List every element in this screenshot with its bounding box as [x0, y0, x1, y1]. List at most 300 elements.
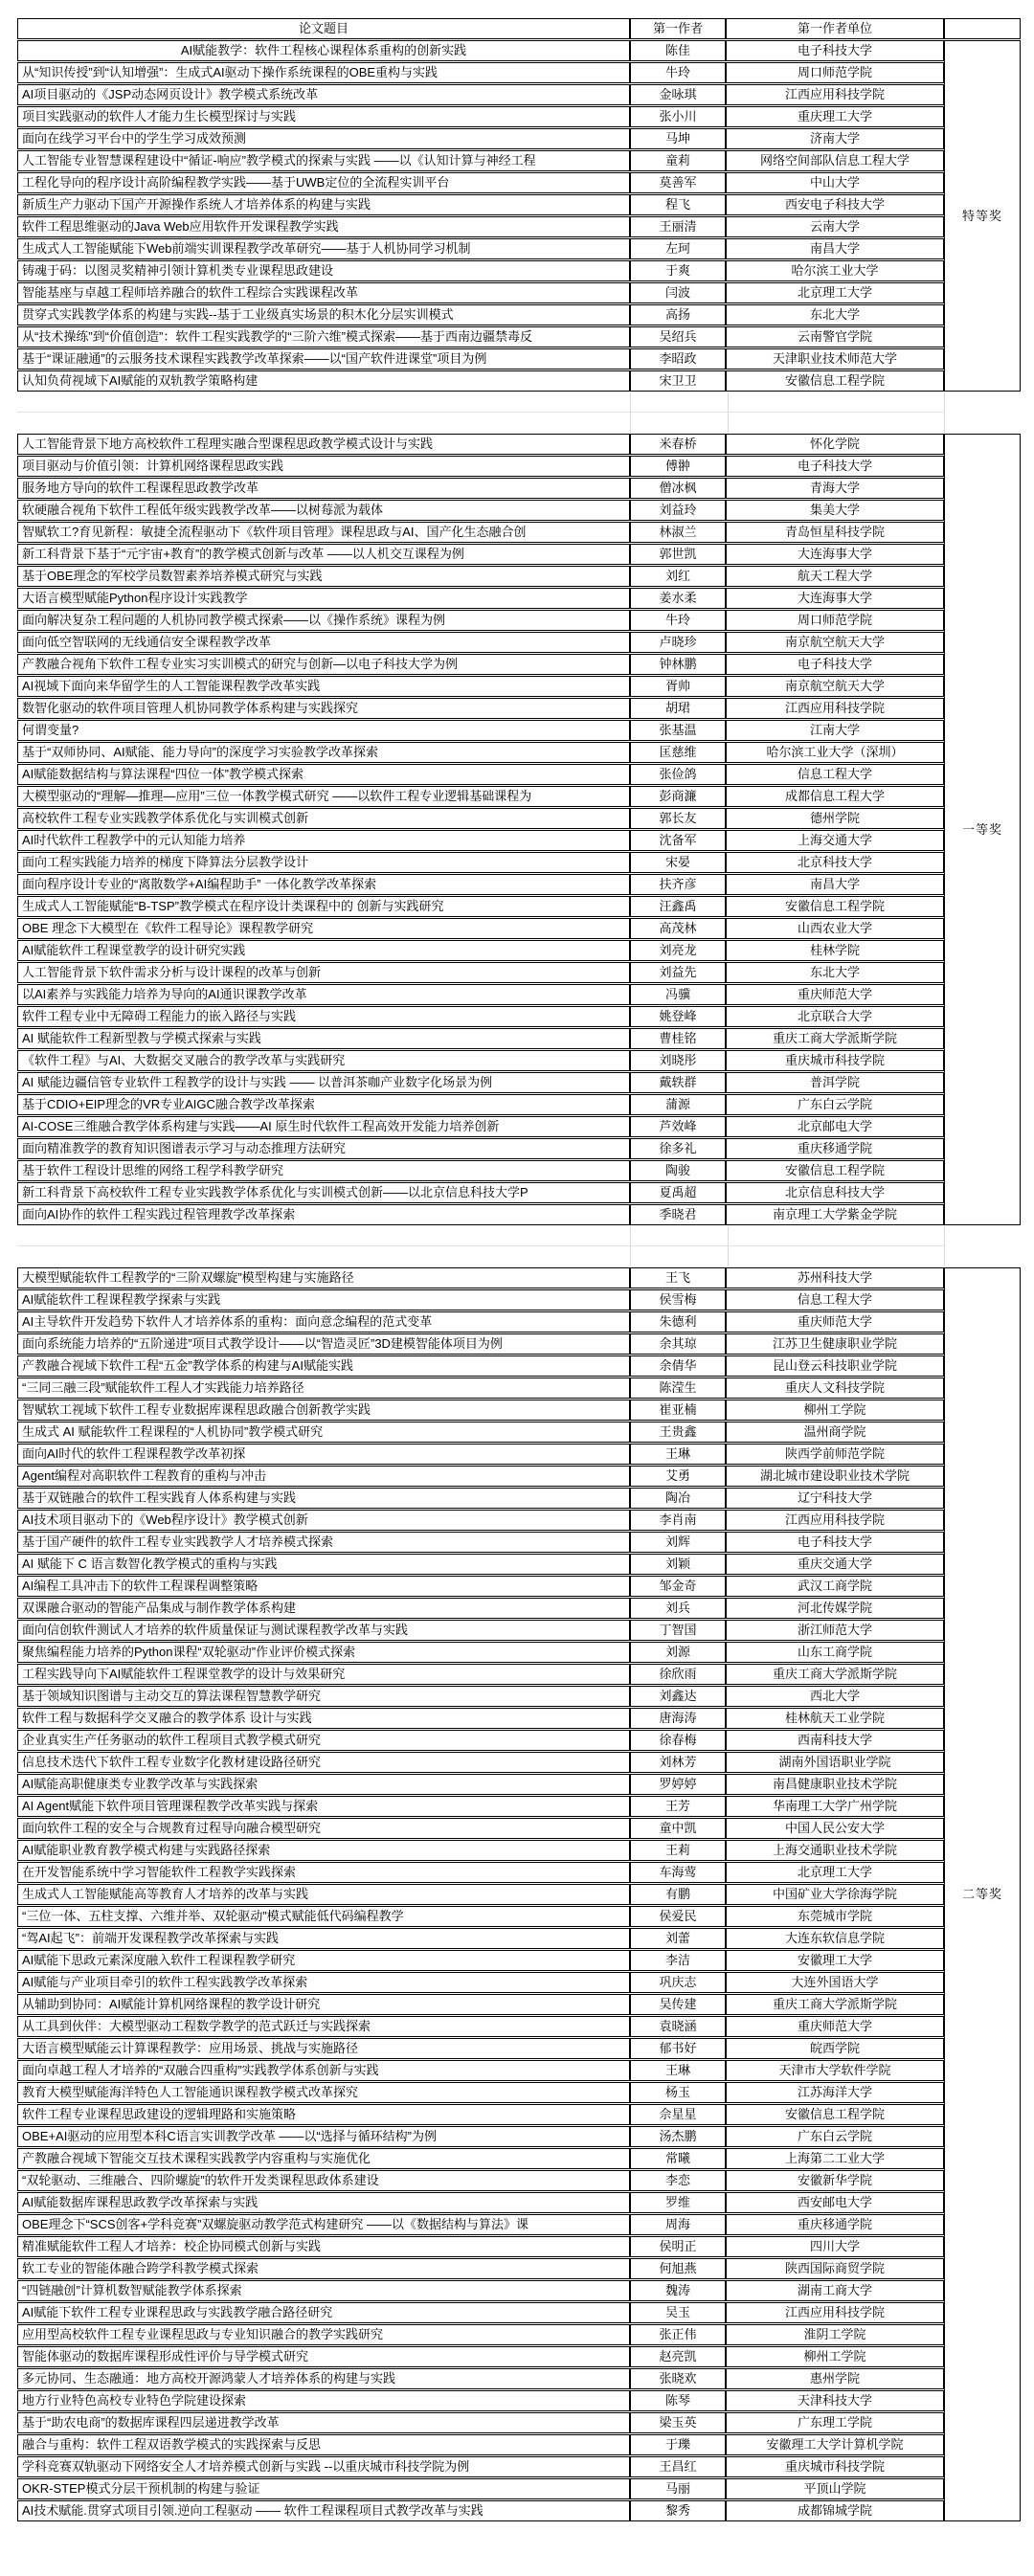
paper-title-cell: 工程实践导向下AI赋能软件工程课堂教学的设计与效果研究 — [17, 1664, 630, 1685]
paper-title-cell: 基于“双师协同、AI赋能、能力导向”的深度学习实验教学改革探索 — [17, 742, 630, 763]
paper-title-cell: 软件工程专业中无障碍工程能力的嵌入路径与实践 — [17, 1006, 630, 1027]
table-row — [17, 940, 1021, 961]
affiliation-cell: 重庆工商大学派斯学院 — [726, 1664, 944, 1685]
gridline — [17, 412, 944, 413]
affiliation-cell: 北京理工大学 — [726, 1862, 944, 1883]
affiliation-cell: 重庆师范大学 — [726, 2016, 944, 2037]
first-author-cell: 郭长友 — [630, 808, 726, 829]
table-row — [17, 1796, 1021, 1817]
paper-title-cell: “三同三融三段”赋能软件工程人才实践能力培养路径 — [17, 1378, 630, 1399]
table-row — [17, 2148, 1021, 2169]
affiliation-cell: 南京航空航天大学 — [726, 676, 944, 697]
first-author-cell: 马坤 — [630, 128, 726, 149]
affiliation-cell: 电子科技大学 — [726, 456, 944, 477]
table-row — [17, 1730, 1021, 1751]
first-author-cell: 常曦 — [630, 2148, 726, 2169]
affiliation-cell: 温州商学院 — [726, 1422, 944, 1443]
affiliation-cell: 重庆城市科技学院 — [726, 2456, 944, 2477]
first-author-cell: 艾勇 — [630, 1466, 726, 1487]
first-author-cell: 陈滢生 — [630, 1378, 726, 1399]
first-author-cell: 傅翀 — [630, 456, 726, 477]
first-author-cell: 刘林芳 — [630, 1752, 726, 1773]
first-author-cell: 马丽 — [630, 2478, 726, 2499]
table-row — [17, 918, 1021, 939]
paper-title-cell: 项目实践驱动的软件人才能力生长模型探讨与实践 — [17, 106, 630, 127]
table-row — [17, 1466, 1021, 1487]
first-author-cell: 程飞 — [630, 194, 726, 215]
paper-title-cell: AI视域下面向来华留学生的人工智能课程教学改革实践 — [17, 676, 630, 697]
table-row — [17, 984, 1021, 1005]
table-row — [17, 2258, 1021, 2279]
paper-title-cell: 多元协同、生态融通：地方高校开源鸿蒙人才培养体系的构建与实践 — [17, 2368, 630, 2389]
table-row — [17, 1182, 1021, 1203]
table-row — [17, 1400, 1021, 1421]
table-row — [17, 522, 1021, 543]
first-author-cell: 郭世凯 — [630, 544, 726, 565]
table-row — [17, 1994, 1021, 2015]
affiliation-cell: 北京联合大学 — [726, 1006, 944, 1027]
table-row — [17, 1774, 1021, 1795]
table-row — [17, 1620, 1021, 1641]
affiliation-cell: 怀化学院 — [726, 434, 944, 455]
affiliation-cell: 广东白云学院 — [726, 2126, 944, 2147]
affiliation-cell: 大连东软信息学院 — [726, 1928, 944, 1949]
paper-title-cell: 地方行业特色高校专业特色学院建设探索 — [17, 2390, 630, 2411]
table-row — [17, 2302, 1021, 2323]
affiliation-cell: 西安电子科技大学 — [726, 194, 944, 215]
paper-title-cell: 基于国产硬件的软件工程专业实践教学人才培养模式探索 — [17, 1532, 630, 1553]
first-author-cell: 罗婷婷 — [630, 1774, 726, 1795]
first-author-cell: 冯骥 — [630, 984, 726, 1005]
table-row — [17, 1138, 1021, 1159]
paper-title-cell: 大模型赋能软件工程教学的“三阶双螺旋”模型构建与实施路径 — [17, 1267, 630, 1288]
affiliation-cell: 安徽信息工程学院 — [726, 1160, 944, 1181]
affiliation-cell: 重庆师范大学 — [726, 1311, 944, 1333]
paper-title-cell: 面向低空智联网的无线通信安全课程教学改革 — [17, 632, 630, 653]
affiliation-cell: 江南大学 — [726, 720, 944, 741]
paper-title-cell: 基于领域知识图谱与主动交互的算法课程智慧教学研究 — [17, 1686, 630, 1707]
affiliation-cell: 南昌大学 — [726, 238, 944, 259]
table-row — [17, 2280, 1021, 2301]
first-author-cell: 宋晏 — [630, 852, 726, 873]
paper-title-cell: AI赋能数据结构与算法课程“四位一体”教学模式探索 — [17, 764, 630, 785]
table-row — [17, 1267, 1021, 1288]
paper-title-cell: 数智化驱动的软件项目管理人机协同教学体系构建与实践探究 — [17, 698, 630, 719]
paper-title-cell: 软件工程与数据科学交叉融合的教学体系 设计与实践 — [17, 1708, 630, 1729]
affiliation-cell: 重庆移通学院 — [726, 2214, 944, 2235]
affiliation-cell: 西南科技大学 — [726, 1730, 944, 1751]
sections — [17, 17, 1034, 2522]
paper-title-cell: 大语言模型赋能Python程序设计实践教学 — [17, 588, 630, 609]
affiliation-cell: 江西应用科技学院 — [726, 2302, 944, 2323]
first-author-cell: 童中凯 — [630, 1818, 726, 1839]
first-author-cell: 牛玲 — [630, 62, 726, 83]
paper-title-cell: 软工专业的智能体融合跨学科教学模式探索 — [17, 2258, 630, 2279]
affiliation-cell: 武汉工商学院 — [726, 1576, 944, 1597]
first-author-cell: 王芳 — [630, 1796, 726, 1817]
paper-title-cell: AI赋能数据库课程思政教学改革探索与实践 — [17, 2192, 630, 2213]
first-author-cell: 芦效峰 — [630, 1116, 726, 1137]
table-row — [17, 478, 1021, 499]
paper-title-cell: 面向AI时代的软件工程课程教学改革初探 — [17, 1444, 630, 1465]
first-author-cell: 卢晓珍 — [630, 632, 726, 653]
first-author-cell: 余倩华 — [630, 1355, 726, 1377]
table-row — [17, 1422, 1021, 1443]
affiliation-cell: 南京航空航天大学 — [726, 632, 944, 653]
table-row — [17, 1378, 1021, 1399]
first-author-cell: 王昌红 — [630, 2456, 726, 2477]
affiliation-cell: 平顶山学院 — [726, 2478, 944, 2499]
affiliation-cell: 上海第二工业大学 — [726, 2148, 944, 2169]
affiliation-cell: 西安邮电大学 — [726, 2192, 944, 2213]
paper-title-header: 论文题目 — [17, 18, 630, 39]
paper-title-cell: 产教融合视域下软件工程“五金”教学体系的构建与AI赋能实践 — [17, 1355, 630, 1377]
affiliation-cell: 信息工程大学 — [726, 764, 944, 785]
table-row — [17, 2500, 1021, 2521]
table-row — [17, 874, 1021, 895]
table-row — [17, 1289, 1021, 1310]
affiliation-cell: 惠州学院 — [726, 2368, 944, 2389]
first-author-cell: 季晓君 — [630, 1204, 726, 1225]
affiliation-cell: 德州学院 — [726, 808, 944, 829]
table-row — [17, 2170, 1021, 2191]
paper-title-cell: 大语言模型赋能云计算课程教学：应用场景、挑战与实施路径 — [17, 2038, 630, 2059]
first-author-cell: 胡珺 — [630, 698, 726, 719]
table-row — [17, 764, 1021, 785]
paper-title-cell: 高校软件工程专业实践教学体系优化与实训模式创新 — [17, 808, 630, 829]
table-row — [17, 1072, 1021, 1093]
first-author-cell: 黎秀 — [630, 2500, 726, 2521]
paper-title-cell: 生成式 AI 赋能软件工程课程的“人机协同”教学模式研究 — [17, 1422, 630, 1443]
first-author-cell: 左珂 — [630, 238, 726, 259]
affiliation-cell: 江苏卫生健康职业学院 — [726, 1333, 944, 1355]
affiliation-cell: 安徽信息工程学院 — [726, 370, 944, 392]
paper-title-cell: AI赋能软件工程课程教学探索与实践 — [17, 1289, 630, 1310]
first-author-cell: 丁智国 — [630, 1620, 726, 1641]
paper-title-cell: AI赋能下软件工程专业课程思政与实践教学融合路径研究 — [17, 2302, 630, 2323]
table-row — [17, 896, 1021, 917]
affiliation-cell: 重庆城市科技学院 — [726, 1050, 944, 1071]
affiliation-cell: 安徽新华学院 — [726, 2170, 944, 2191]
table-row — [17, 2390, 1021, 2411]
affiliation-cell: 南昌健康职业技术学院 — [726, 1774, 944, 1795]
affiliation-cell: 济南大学 — [726, 128, 944, 149]
table-row — [17, 1906, 1021, 1927]
table-row — [17, 238, 1021, 259]
first-author-cell: 朱德利 — [630, 1311, 726, 1333]
paper-title-cell: 从工具到伙伴：大模型驱动工程数学教学的范式跃迁与实践探索 — [17, 2016, 630, 2037]
table-row — [17, 2456, 1021, 2477]
first-author-cell: 高扬 — [630, 304, 726, 325]
paper-title-cell: “双轮驱动、三维融合、四阶螺旋”的软件开发类课程思政体系建设 — [17, 2170, 630, 2191]
paper-title-cell: 面向系统能力培养的“五阶递进”项目式教学设计——以“智造灵匠”3D建模智能体项目为例 — [17, 1333, 630, 1355]
first-author-cell: 金咏琪 — [630, 84, 726, 105]
table-row — [17, 654, 1021, 675]
first-author-cell: 魏涛 — [630, 2280, 726, 2301]
table-row — [17, 500, 1021, 521]
affiliation-cell: 安徽理工大学 — [726, 1950, 944, 1971]
gridline — [944, 392, 945, 433]
table-row — [17, 808, 1021, 829]
table-row — [17, 326, 1021, 347]
paper-title-cell: AI技术项目驱动下的《Web程序设计》教学模式创新 — [17, 1510, 630, 1531]
first-author-cell: 刘辉 — [630, 1532, 726, 1553]
first-author-cell: 有鹏 — [630, 1884, 726, 1905]
paper-title-cell: 在开发智能系统中学习智能软件工程教学实践探索 — [17, 1862, 630, 1883]
affiliation-cell: 山东工商学院 — [726, 1642, 944, 1663]
affiliation-cell: 安徽信息工程学院 — [726, 896, 944, 917]
affiliation-cell: 湖南工商大学 — [726, 2280, 944, 2301]
paper-title-cell: 面向软件工程的安全与合规教育过程导向融合模型研究 — [17, 1818, 630, 1839]
affiliation-cell: 云南警官学院 — [726, 326, 944, 347]
first-author-cell: 李肖南 — [630, 1510, 726, 1531]
paper-title-cell: 面向程序设计专业的“离散数学+AI编程助手” 一体化教学改革探索 — [17, 874, 630, 895]
table-row — [17, 830, 1021, 851]
paper-title-cell: AI赋能软件工程课堂教学的设计研究实践 — [17, 940, 630, 961]
table-row — [17, 1708, 1021, 1729]
table-row — [17, 2434, 1021, 2455]
first-author-cell: 闫波 — [630, 282, 726, 303]
paper-title-cell: 从辅助到协同：AI赋能计算机网络课程的教学设计研究 — [17, 1994, 630, 2015]
paper-title-cell: 智赋软工?育见新程：敏捷全流程驱动下《软件项目管理》课程思政与AI、国产化生态融合创 — [17, 522, 630, 543]
paper-title-cell: 何谓变量? — [17, 720, 630, 741]
paper-title-cell: 教育大模型赋能海洋特色人工智能通识课程教学模式改革探究 — [17, 2082, 630, 2103]
first-author-cell: 吴绍兵 — [630, 326, 726, 347]
paper-title-cell: AI赋能高职健康类专业教学改革与实践探索 — [17, 1774, 630, 1795]
affiliation-cell: 西北大学 — [726, 1686, 944, 1707]
first-author-cell: 梁玉英 — [630, 2412, 726, 2433]
paper-title-cell: 工程化导向的程序设计高阶编程教学实践——基于UWB定位的全流程实训平台 — [17, 172, 630, 193]
affiliation-cell: 柳州工学院 — [726, 2346, 944, 2367]
affiliation-cell: 北京邮电大学 — [726, 1116, 944, 1137]
paper-title-cell: 学科竞赛双轨驱动下网络安全人才培养模式创新与实践 --以重庆城市科技学院为例 — [17, 2456, 630, 2477]
paper-title-cell: 面向在线学习平台中的学生学习成效预测 — [17, 128, 630, 149]
table-row — [17, 40, 1021, 61]
first-author-cell: 刘亮龙 — [630, 940, 726, 961]
table-row — [17, 370, 1021, 392]
first-author-cell: 陈琴 — [630, 2390, 726, 2411]
affiliation-cell: 山西农业大学 — [726, 918, 944, 939]
first-author-cell: 夏禹超 — [630, 1182, 726, 1203]
table-row — [17, 434, 1021, 455]
first-author-cell: 刘颖 — [630, 1554, 726, 1575]
table-row — [17, 1972, 1021, 1993]
paper-title-cell: 企业真实生产任务驱动的软件工程项目式教学模式研究 — [17, 1730, 630, 1751]
paper-title-cell: “驾AI起飞”：前端开发课程教学改革探索与实践 — [17, 1928, 630, 1949]
table-row — [17, 1160, 1021, 1181]
paper-title-cell: 面向卓越工程人才培养的“双融合四重构”实践教学体系创新与实践 — [17, 2060, 630, 2081]
affiliation-cell: 华南理工大学广州学院 — [726, 1796, 944, 1817]
affiliation-cell: 重庆工商大学派斯学院 — [726, 1028, 944, 1049]
paper-title-cell: “三位一体、五柱支撑、六维并举、双轮驱动”模式赋能低代码编程教学 — [17, 1906, 630, 1927]
table-row — [17, 698, 1021, 719]
paper-title-cell: 基于OBE理念的军校学员数智素养培养模式研究与实践 — [17, 566, 630, 587]
table-row — [17, 1862, 1021, 1883]
first-author-cell: 于瓅 — [630, 2434, 726, 2455]
table-row — [17, 150, 1021, 171]
table-row — [17, 62, 1021, 83]
first-author-cell: 戴轶群 — [630, 1072, 726, 1093]
affiliation-cell: 湖南外国语职业学院 — [726, 1752, 944, 1773]
first-author-cell: 徐春梅 — [630, 1730, 726, 1751]
table-row — [17, 544, 1021, 565]
first-author-cell: 侯爱民 — [630, 1906, 726, 1927]
table-row — [17, 1006, 1021, 1027]
affiliation-cell: 广东白云学院 — [726, 1094, 944, 1115]
table-row — [17, 456, 1021, 477]
gridline — [630, 1226, 631, 1266]
table-row — [17, 348, 1021, 370]
table-row — [17, 304, 1021, 325]
award-label-cell: 一等奖 — [944, 434, 1021, 1225]
affiliation-cell: 成都信息工程大学 — [726, 786, 944, 807]
first-author-cell: 袁晓涵 — [630, 2016, 726, 2037]
first-author-cell: 郁书好 — [630, 2038, 726, 2059]
first-author-cell: 陈佳 — [630, 40, 726, 61]
affiliation-cell: 桂林学院 — [726, 940, 944, 961]
first-author-cell: 余其琼 — [630, 1333, 726, 1355]
paper-title-cell: OBE 理念下大模型在《软件工程导论》课程教学研究 — [17, 918, 630, 939]
paper-title-cell: 从“技术操练”到“价值创造”：软件工程实践教学的“三阶六维”模式探索——基于西南边疆禁毒反 — [17, 326, 630, 347]
table-row — [17, 1116, 1021, 1137]
table-row — [17, 1840, 1021, 1861]
affiliation-cell: 重庆师范大学 — [726, 984, 944, 1005]
table-row — [17, 1510, 1021, 1531]
first-author-cell: 童莉 — [630, 150, 726, 171]
table-row — [17, 962, 1021, 983]
first-author-cell: 姚登峰 — [630, 1006, 726, 1027]
first-author-cell: 林淑兰 — [630, 522, 726, 543]
affiliation-cell: 电子科技大学 — [726, 40, 944, 61]
affiliation-cell: 中国矿业大学徐海学院 — [726, 1884, 944, 1905]
paper-title-cell: 铸魂于码：以图灵奖精神引领计算机类专业课程思政建设 — [17, 260, 630, 281]
affiliation-cell: 普洱学院 — [726, 1072, 944, 1093]
first-author-cell: 罗维 — [630, 2192, 726, 2213]
table-row — [17, 2192, 1021, 2213]
first-author-cell: 张小川 — [630, 106, 726, 127]
paper-title-cell: 新工科背景下基于“元宇宙+教育”的教学模式创新与改革 ——以人机交互课程为例 — [17, 544, 630, 565]
first-author-cell: 王飞 — [630, 1267, 726, 1288]
table-row — [17, 742, 1021, 763]
affiliation-cell: 大连外国语大学 — [726, 1972, 944, 1993]
affiliation-cell: 大连海事大学 — [726, 588, 944, 609]
award-section-table-1 — [17, 433, 1021, 1226]
table-row — [17, 1686, 1021, 1707]
affiliation-cell: 周口师范学院 — [726, 62, 944, 83]
first-author-cell: 赵亮凯 — [630, 2346, 726, 2367]
table-row — [17, 1050, 1021, 1071]
first-author-cell: 何旭燕 — [630, 2258, 726, 2279]
table-row — [17, 2038, 1021, 2059]
first-author-cell: 张正伟 — [630, 2324, 726, 2345]
paper-title-cell: 《软件工程》与AI、大数据交叉融合的教学改革与实践研究 — [17, 1050, 630, 1071]
first-author-cell: 于爽 — [630, 260, 726, 281]
affiliation-cell: 中国人民公安大学 — [726, 1818, 944, 1839]
table-row — [17, 1818, 1021, 1839]
affiliation-cell: 重庆交通大学 — [726, 1554, 944, 1575]
paper-title-cell: AI赋能职业教育教学模式构建与实践路径探索 — [17, 1840, 630, 1861]
paper-title-cell: 大模型驱动的“理解—推理—应用”三位一体教学模式研究 ——以软件工程专业逻辑基础课程为 — [17, 786, 630, 807]
affiliation-header: 第一作者单位 — [726, 18, 944, 39]
first-author-cell: 巩庆志 — [630, 1972, 726, 1993]
first-author-cell: 米春桥 — [630, 434, 726, 455]
affiliation-cell: 陕西学前师范学院 — [726, 1444, 944, 1465]
paper-title-cell: AI赋能教学：软件工程核心课程体系重构的创新实践 — [17, 40, 630, 61]
table-row — [17, 852, 1021, 873]
section-gap — [17, 392, 1021, 433]
table-row — [17, 632, 1021, 653]
first-author-cell: 僧冰枫 — [630, 478, 726, 499]
header-row — [17, 18, 1021, 39]
affiliation-cell: 上海交通大学 — [726, 830, 944, 851]
paper-title-cell: 面向精准教学的教育知识图谱表示学习与动态推理方法研究 — [17, 1138, 630, 1159]
first-author-cell: 姜水柔 — [630, 588, 726, 609]
first-author-cell: 邹金奇 — [630, 1576, 726, 1597]
award-section-table-2 — [17, 1266, 1021, 2522]
first-author-cell: 王贵鑫 — [630, 1422, 726, 1443]
affiliation-cell: 大连海事大学 — [726, 544, 944, 565]
first-author-cell: 宋卫卫 — [630, 370, 726, 392]
affiliation-cell: 天津市大学软件学院 — [726, 2060, 944, 2081]
paper-title-cell: 服务地方导向的软件工程课程思政教学改革 — [17, 478, 630, 499]
paper-title-cell: 人工智能专业智慧课程建设中“循证-响应”教学模式的探索与实践 ——以《认知计算与神经工程 — [17, 150, 630, 171]
paper-title-cell: 项目驱动与价值引领：计算机网络课程思政实践 — [17, 456, 630, 477]
affiliation-cell: 江苏海洋大学 — [726, 2082, 944, 2103]
table-row — [17, 1664, 1021, 1685]
paper-title-cell: OBE+AI驱动的应用型本科C语言实训教学改革 ——以“选择与循环结构”为例 — [17, 2126, 630, 2147]
award-label-cell: 二等奖 — [944, 1267, 1021, 2521]
table-row — [17, 1444, 1021, 1465]
paper-title-cell: 软硬融合视角下软件工程低年级实践教学改革——以树莓派为载体 — [17, 500, 630, 521]
affiliation-cell: 河北传媒学院 — [726, 1598, 944, 1619]
table-row — [17, 2060, 1021, 2081]
award-label-cell: 特等奖 — [944, 40, 1021, 392]
table-row — [17, 2368, 1021, 2389]
affiliation-cell: 天津职业技术师范大学 — [726, 348, 944, 370]
gridline — [944, 1226, 945, 1266]
affiliation-cell: 安徽信息工程学院 — [726, 2104, 944, 2125]
paper-title-cell: AI主导软件开发趋势下软件人才培养体系的重构：面向意念编程的范式变革 — [17, 1311, 630, 1333]
first-author-cell: 张基温 — [630, 720, 726, 741]
table-row — [17, 566, 1021, 587]
table-row — [17, 1884, 1021, 1905]
table-row — [17, 1576, 1021, 1597]
table-row — [17, 1554, 1021, 1575]
affiliation-cell: 四川大学 — [726, 2236, 944, 2257]
affiliation-cell: 哈尔滨工业大学（深圳） — [726, 742, 944, 763]
paper-title-cell: AI项目驱动的《JSP动态网页设计》教学模式系统改革 — [17, 84, 630, 105]
table-row — [17, 2082, 1021, 2103]
affiliation-cell: 皖西学院 — [726, 2038, 944, 2059]
table-row — [17, 128, 1021, 149]
paper-title-cell: 产教融合视域下智能交互技术课程实践教学内容重构与实施优化 — [17, 2148, 630, 2169]
affiliation-cell: 重庆人文科技学院 — [726, 1378, 944, 1399]
table-row — [17, 1094, 1021, 1115]
table-row — [17, 1355, 1021, 1377]
first-author-cell: 刘源 — [630, 1642, 726, 1663]
first-author-cell: 王琳 — [630, 1444, 726, 1465]
section-gap — [17, 1226, 1021, 1266]
paper-title-cell: 聚焦编程能力培养的Python课程“双轮驱动”作业评价模式探索 — [17, 1642, 630, 1663]
affiliation-cell: 哈尔滨工业大学 — [726, 260, 944, 281]
first-author-cell: 刘红 — [630, 566, 726, 587]
paper-title-cell: 从“知识传授”到“认知增强”：生成式AI驱动下操作系统课程的OBE重构与实践 — [17, 62, 630, 83]
affiliation-cell: 信息工程大学 — [726, 1289, 944, 1310]
first-author-cell: 王丽清 — [630, 216, 726, 237]
first-author-cell: 徐多礼 — [630, 1138, 726, 1159]
affiliation-cell: 重庆理工大学 — [726, 106, 944, 127]
first-author-cell: 刘蕾 — [630, 1928, 726, 1949]
